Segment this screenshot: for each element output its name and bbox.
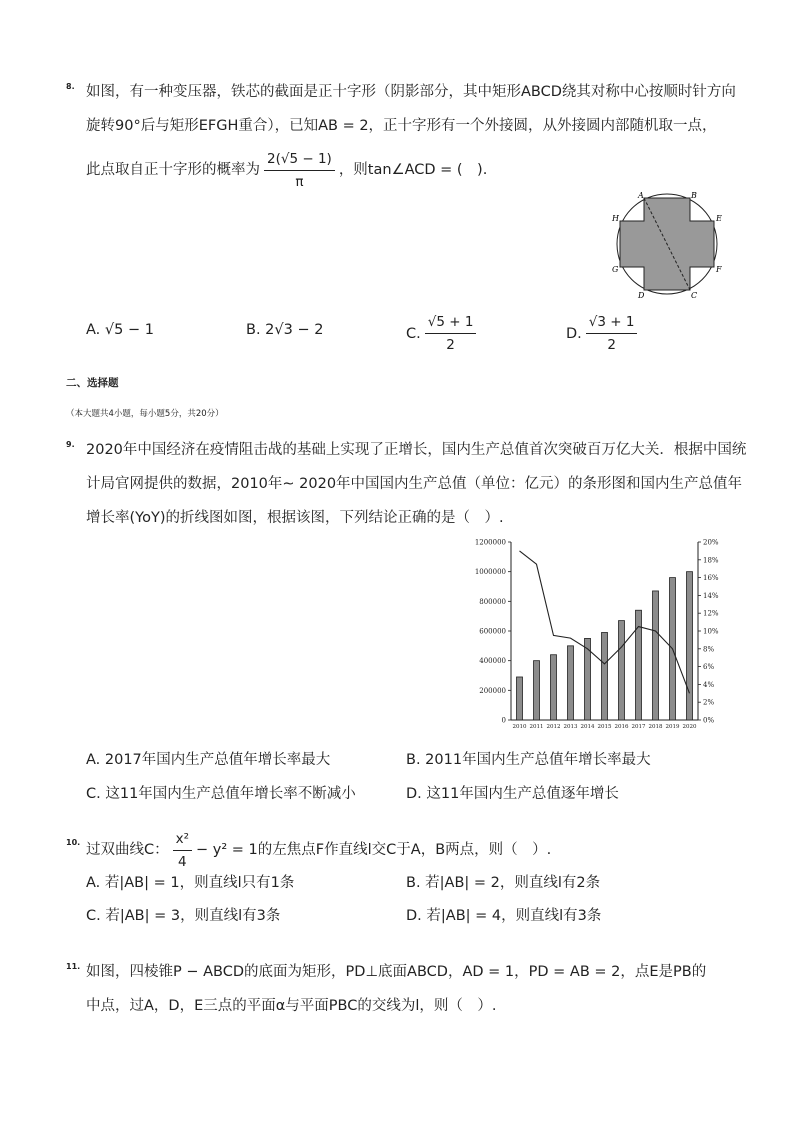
y2-tick-label: 14% [703, 591, 719, 600]
label-b: B [691, 191, 697, 200]
x-tick-label: 2017 [631, 724, 646, 730]
option-8c-denominator: 2 [446, 337, 455, 353]
gdp-growth-chart [462, 534, 734, 734]
y2-tick-label: 10% [703, 627, 719, 636]
y-tick-label: 200000 [479, 686, 506, 695]
option-9d: D. 这11年国内生产总值逐年增长 [406, 786, 619, 802]
option-10a: A. 若|AB| = 1，则直线l只有1条 [86, 875, 295, 891]
gdp-bar [653, 591, 659, 720]
x-tick-label: 2011 [529, 724, 544, 730]
x-tick-label: 2016 [614, 724, 629, 730]
y2-tick-label: 12% [703, 609, 719, 618]
x-tick-label: 2014 [580, 724, 595, 730]
x-tick-label: 2018 [648, 724, 663, 730]
gdp-bar [602, 632, 608, 720]
section-note: （本大题共4小题，每小题5分，共20分） [66, 409, 224, 419]
question-11-line-2: 中点，过A，D，E三点的平面α与平面PBC的交线为l，则（ ）. [86, 998, 497, 1014]
x-tick-label: 2020 [682, 724, 697, 730]
label-e: E [716, 214, 722, 223]
question-10-prefix: 过双曲线C： [86, 842, 169, 858]
hyperbola-numerator: x² [173, 829, 192, 851]
gdp-bar [517, 677, 523, 720]
gdp-bar [551, 655, 557, 720]
gdp-bar [619, 621, 625, 720]
question-11-line-1: 如图，四棱锥P − ABCD的底面为矩形，PD⊥底面ABCD，AD = 1，PD = AB = 2，点E是PB的 [86, 964, 707, 980]
question-10-suffix: − y² = 1的左焦点F作直线l交C于A，B两点，则（ ）. [196, 842, 552, 858]
question-8-line-3 [86, 146, 487, 194]
option-8d [566, 312, 637, 355]
option-8a: A. √5 − 1 [86, 322, 154, 338]
question-9-number: 9. [66, 440, 75, 449]
y2-tick-label: 0% [703, 716, 715, 725]
x-tick-label: 2012 [546, 724, 561, 730]
y2-tick-label: 18% [703, 556, 719, 565]
option-8d-fraction [586, 312, 638, 355]
option-8c-fraction [425, 312, 477, 355]
question-9-line-3: 增长率(YoY)的折线图如图，根据该图，下列结论正确的是（ ）. [86, 510, 504, 526]
label-h: H [612, 214, 619, 223]
x-tick-label: 2013 [563, 724, 578, 730]
label-c: C [691, 291, 698, 300]
question-11-number: 11. [66, 962, 81, 971]
label-d: D [638, 291, 645, 300]
hyperbola-denominator: 4 [178, 853, 187, 870]
cross-in-circle-figure [608, 190, 730, 302]
option-9a: A. 2017年国内生产总值年增长率最大 [86, 752, 331, 768]
y2-tick-label: 4% [703, 680, 715, 689]
question-8-line-3-suffix: ，则tan∠ACD = ( ). [338, 162, 488, 178]
option-9b: B. 2011年国内生产总值年增长率最大 [406, 752, 651, 768]
option-9c: C. 这11年国内生产总值年增长率不断减小 [86, 786, 356, 802]
x-tick-label: 2019 [665, 724, 680, 730]
option-8c-numerator: √5 + 1 [425, 312, 477, 334]
hyperbola-fraction [173, 829, 192, 872]
y2-tick-label: 16% [703, 574, 719, 583]
label-f: F [716, 265, 722, 274]
option-8d-numerator: √3 + 1 [586, 312, 638, 334]
option-8b: B. 2√3 − 2 [246, 322, 324, 338]
option-8d-denominator: 2 [607, 337, 616, 353]
y-tick-label: 400000 [479, 657, 506, 666]
option-10c: C. 若|AB| = 3，则直线l有3条 [86, 908, 281, 924]
gdp-bar [534, 661, 540, 720]
probability-fraction [264, 149, 335, 192]
question-8-line-3-prefix: 此点取自正十字形的概率为 [86, 162, 260, 178]
question-9-line-1: 2020年中国经济在疫情阻击战的基础上实现了正增长，国内生产总值首次突破百万亿大关．根据中国统 [86, 442, 747, 458]
y-tick-label: 800000 [479, 597, 506, 606]
y2-tick-label: 6% [703, 663, 715, 672]
option-8c [406, 312, 476, 355]
x-tick-label: 2015 [597, 724, 612, 730]
gdp-bar [687, 572, 693, 720]
probability-denominator: π [295, 173, 304, 190]
option-8c-label: C. [406, 325, 421, 342]
label-g: G [612, 265, 619, 274]
x-tick-label: 2010 [512, 724, 527, 730]
label-a: A [638, 191, 644, 200]
question-8-line-1: 如图，有一种变压器，铁芯的截面是正十字形（阴影部分，其中矩形ABCD绕其对称中心按顺时针方向 [86, 84, 736, 100]
y-tick-label: 0 [501, 716, 506, 725]
y2-tick-label: 2% [703, 698, 715, 707]
question-8-line-2: 旋转90°后与矩形EFGH重合），已知AB = 2，正十字形有一个外接圆，从外接圆内部随机取一点， [86, 118, 717, 134]
option-8d-label: D. [566, 325, 582, 342]
question-10-stem [86, 828, 551, 872]
y2-tick-label: 20% [703, 538, 719, 547]
question-10-number: 10. [66, 838, 81, 847]
question-9-line-2: 计局官网提供的数据，2010年∼ 2020年中国国内生产总值（单位：亿元）的条形图和国内生产总值年 [86, 476, 743, 492]
gdp-bar [568, 646, 574, 720]
option-10d: D. 若|AB| = 4，则直线l有3条 [406, 908, 602, 924]
y-tick-label: 600000 [479, 627, 506, 636]
y2-tick-label: 8% [703, 645, 715, 654]
probability-numerator: 2(√5 − 1) [264, 149, 335, 171]
question-8-number: 8. [66, 82, 75, 91]
section-title: 二、选择题 [66, 377, 119, 389]
y-tick-label: 1200000 [474, 538, 506, 547]
option-10b: B. 若|AB| = 2，则直线l有2条 [406, 875, 601, 891]
y-tick-label: 1000000 [474, 568, 506, 577]
